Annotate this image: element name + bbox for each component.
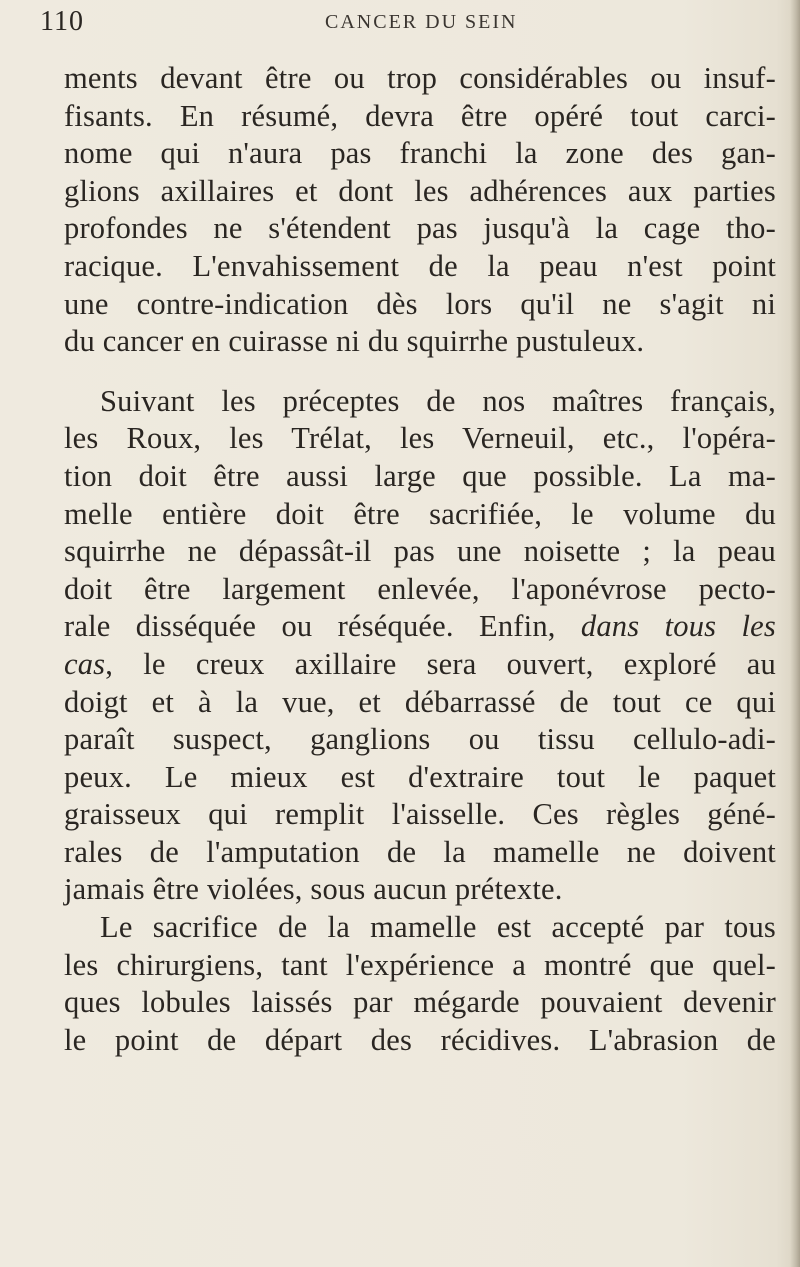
text-line: profondes ne s'étendent pas jusqu'à la cage tho- xyxy=(64,211,776,246)
text-line: le point de départ des récidives. L'abrasion de xyxy=(64,1022,776,1057)
italic-phrase: dans tous les xyxy=(580,609,776,644)
text-line: melle entière doit être sacrifiée, le volume du xyxy=(64,496,776,531)
italic-word: cas xyxy=(64,646,106,681)
text-line: nome qui n'aura pas franchi la zone des gan- xyxy=(64,136,776,171)
running-title: CANCER DU SEIN xyxy=(325,11,518,33)
text-line: peux. Le mieux est d'extraire tout le paquet xyxy=(64,759,776,794)
page-edge-shadow xyxy=(790,0,800,1267)
text-line: racique. L'envahissement de la peau n'est point xyxy=(64,248,776,283)
running-head xyxy=(40,4,785,40)
text-line: tion doit être aussi large que possible. La ma- xyxy=(64,458,776,493)
text-line: Le sacrifice de la mamelle est accepté par tous xyxy=(100,910,776,945)
text-line: jamais être violées, sous aucun prétexte. xyxy=(64,872,563,907)
text-line: du cancer en cuirasse ni du squirrhe pustuleux. xyxy=(64,324,645,359)
text-line: ques lobules laissés par mégarde pouvaient devenir xyxy=(64,985,776,1020)
page-number: 110 xyxy=(40,6,84,37)
text-line: ments devant être ou trop considérables ou insuf- xyxy=(64,61,776,95)
paragraph-3 xyxy=(64,909,776,1059)
text-line: une contre-indication dès lors qu'il ne s'agit ni xyxy=(64,286,776,321)
text-line: les Roux, les Trélat, les Verneuil, etc., l'opéra- xyxy=(64,421,776,456)
text-line: paraît suspect, ganglions ou tissu cellulo-adi- xyxy=(64,722,776,757)
text-segment: rale disséquée ou réséquée. Enfin, xyxy=(64,609,556,644)
paragraph-gap xyxy=(64,361,776,383)
text-line: fisants. En résumé, devra être opéré tout carci- xyxy=(64,98,776,133)
text-line: graisseux qui remplit l'aisselle. Ces règles géné- xyxy=(64,797,776,832)
text-line-with-italic xyxy=(64,608,776,646)
paragraph-2 xyxy=(64,383,776,909)
text-line: les chirurgiens, tant l'expérience a montré que quel- xyxy=(64,947,776,982)
text-segment: , le creux axillaire sera ouvert, exploré au xyxy=(105,646,776,681)
text-line: doit être largement enlevée, l'aponévrose pecto- xyxy=(64,571,776,606)
text-line: glions axillaires et dont les adhérences aux parties xyxy=(64,173,776,208)
text-line: squirrhe ne dépassât-il pas une noisette ; la peau xyxy=(64,534,776,569)
body-text xyxy=(64,60,776,1059)
text-line: doigt et à la vue, et débarrassé de tout ce qui xyxy=(64,684,776,719)
text-line: rales de l'amputation de la mamelle ne doivent xyxy=(64,834,776,869)
text-line: Suivant les préceptes de nos maîtres français, xyxy=(100,383,776,418)
text-line-with-italic xyxy=(64,646,776,684)
paragraph-1 xyxy=(64,60,776,361)
